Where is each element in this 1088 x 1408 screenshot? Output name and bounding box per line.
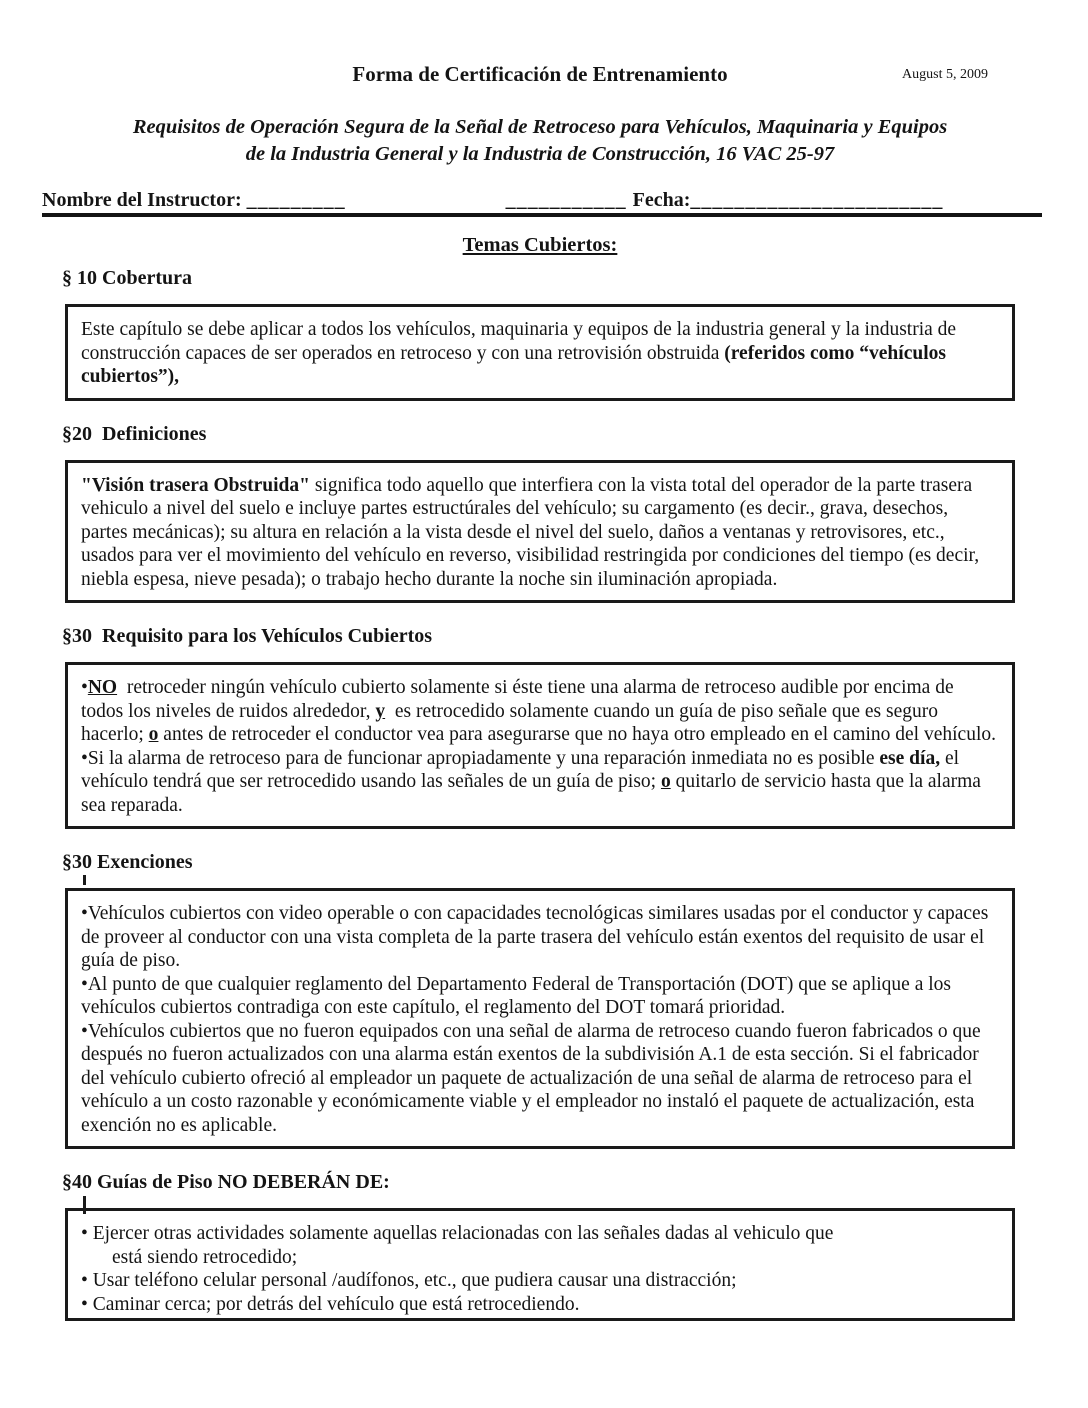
bullet-item: •Al punto de que cualquier reglamento del Departamento Federal de Transportación (DOT) que se aplique a los vehículos cubiertos contradiga con este capítulo, el reglamento del DOT tomará prioridad. [81, 973, 951, 1018]
bullet-item: • Usar teléfono celular personal /audífonos, etc., que pudiera causar una distracción; [81, 1270, 737, 1291]
section-40-guias [62, 1170, 1018, 1321]
bullet-item: • Ejercer otras actividades solamente aquellas relacionadas con las señales dadas al vehiculo que [81, 1223, 834, 1244]
bullet-item: •Si la alarma de retroceso para de funcionar apropiadamente y una reparación inmediata no es posible ese día, el vehículo tendrá que ser retrocedido usando las señales de un guía de piso; o quitarlo de servicio hasta que la alarma sea reparada. [81, 747, 981, 816]
paragraph: Este capítulo se debe aplicar a todos los vehículos, maquinaria y equipos de la industria general y la industria de construcción capaces de ser operados en retroceso y con una retrovisión obstruida (referidos como “vehículos cubiertos”), [81, 319, 957, 387]
subtitle-line-2: de la Industria General y la Industria de Construcción, 16 VAC 25-97 [245, 143, 835, 165]
section-30-exenciones-heading: §30 Exenciones [62, 851, 193, 873]
section-40-box [65, 1208, 1015, 1321]
bullet-item: •NO retroceder ningún vehículo cubierto solamente si éste tiene una alarma de retroceso audible por encima de todos los niveles de ruidos alrededor, y es retrocedido solamente cuando un guía de piso señale que es seguro hacerlo; o antes de retroceder el conductor vea para asegurarse que no haya otro empleado en el camino del vehículo. [81, 677, 996, 745]
instructor-name-blank: _________ [246, 189, 346, 211]
instructor-name-blank-2: ___________ [505, 189, 627, 211]
section-30-requisito-heading: §30 Requisito para los Vehículos Cubiertos [62, 625, 433, 647]
section-10-heading: § 10 Cobertura [62, 267, 192, 289]
bullet-item: •Vehículos cubiertos con video operable o con capacidades tecnológicas similares usadas por el conductor y capaces de proveer al conductor con una vista completa de la parte trasera del vehículo están exentos del requisito de usar el guía de piso. [81, 903, 989, 971]
document-header [62, 62, 1018, 88]
bullet-item-continuation: está siendo retrocedido; [112, 1246, 298, 1268]
instructor-label: Nombre del Instructor: [42, 189, 247, 211]
topics-covered-heading: Temas Cubiertos: [462, 234, 618, 256]
instructor-fecha-row [42, 188, 1042, 217]
section-20-definiciones [62, 422, 1018, 604]
fecha-label: Fecha: [632, 189, 691, 211]
subtitle-line-1: Requisitos de Operación Segura de la Señal de Retroceso para Vehículos, Maquinaria y Equipos [132, 116, 948, 138]
document-subtitle [62, 114, 1018, 168]
bullet-item: • Caminar cerca; por detrás del vehículo que está retrocediendo. [81, 1293, 580, 1315]
section-10-box [65, 304, 1015, 401]
section-30-exenciones [62, 850, 1018, 1149]
fecha-blank: _______________________ [690, 189, 944, 211]
paragraph: "Visión trasera Obstruida" significa todo aquello que interfiera con la vista total del operador de la parte trasera vehiculo a nivel del suelo e incluye partes estructúrales del vehículo; su cargamento (es decir., grava, desechos, partes mecánicas); su altura en relación a la vista desde el nivel del suelo, daños a ventanas y retrovisores, etc., usados para ver el movimiento del vehículo en reverso, visibilidad restringida por condiciones del tiempo (es decir, niebla espesa, nieve pesada); o trabajo hecho durante la noche sin iluminación apropiada. [81, 474, 980, 590]
connector-tick [83, 875, 86, 885]
section-30-requisito [62, 624, 1018, 829]
section-20-heading: §20 Definiciones [62, 422, 207, 445]
page-title: Forma de Certificación de Entrenamiento [352, 62, 728, 86]
document-date: August 5, 2009 [902, 67, 988, 82]
section-20-box [65, 460, 1015, 604]
section-40-heading: §40 Guías de Piso NO DEBERÁN DE: [62, 1171, 390, 1193]
section-30-requisito-box [65, 662, 1015, 829]
section-10-cobertura [62, 266, 1018, 401]
bullet-item: •Vehículos cubiertos que no fueron equipados con una señal de alarma de retroceso cuando fueron fabricados o que después no fueron actualizados con una alarma están exentos de la subdivisión A.1 de esta sección. Si el fabricador del vehículo cubierto ofreció al empleador un paquete de actualización de una señal de alarma de retroceso para el vehículo a un costo razonable y económicamente viable y el empleador no instaló el paquete de actualización, esta exención no es aplicable. [81, 1020, 981, 1136]
connector-tick [83, 1196, 86, 1214]
section-30-exenciones-box [65, 888, 1015, 1149]
